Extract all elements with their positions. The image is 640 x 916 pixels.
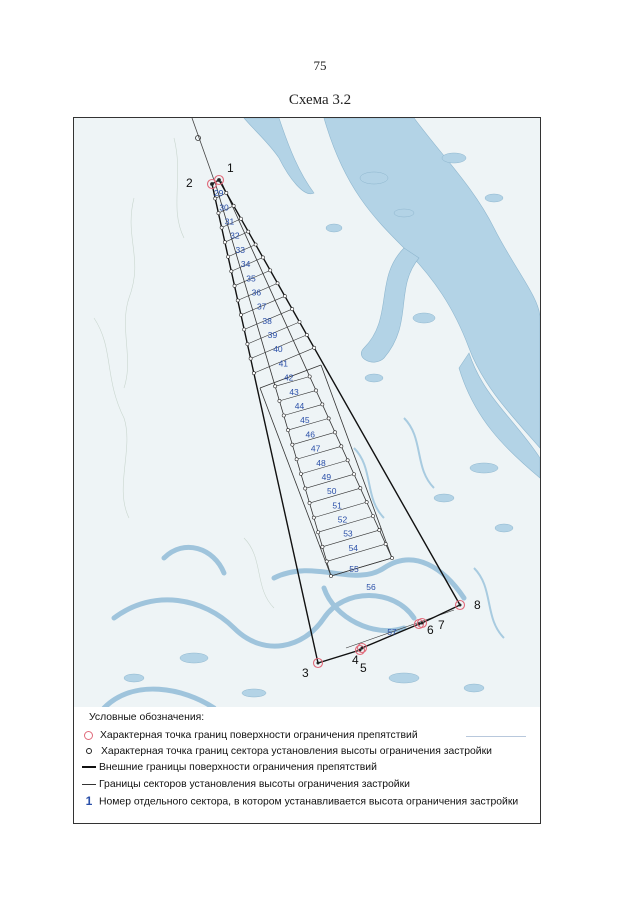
sector-number-label: 39	[267, 330, 278, 341]
boundary-point-label: 6	[427, 623, 434, 637]
legend-item-sector-number	[82, 794, 518, 809]
sector-point	[261, 256, 264, 259]
sector-point	[247, 230, 250, 233]
boundary-point-label: 3	[302, 666, 309, 680]
sector-number-label: 37	[257, 301, 267, 312]
sector-point	[308, 375, 311, 378]
sector-point	[313, 346, 316, 349]
sector-number-label: 54	[348, 542, 359, 553]
sector-point	[312, 516, 315, 519]
legend-item-text: Внешние границы поверхности ограничения препятствий	[99, 762, 377, 773]
legend-item-sector-boundary	[82, 777, 410, 792]
sector-number-label: 53	[343, 528, 353, 539]
sector-number-label: 46	[305, 429, 315, 440]
boundary-point-label: 8	[474, 598, 481, 612]
sector-point	[308, 501, 311, 504]
sector-point	[305, 333, 308, 336]
sector-point	[243, 328, 246, 331]
sector-point	[239, 313, 242, 316]
sector-point	[254, 243, 257, 246]
sector-point	[384, 542, 387, 545]
sector-number-label: 30	[219, 202, 229, 213]
black-circle-icon	[86, 748, 92, 754]
sector-point	[314, 389, 317, 392]
sector-point	[317, 531, 320, 534]
legend-item-text: Границы секторов установления высоты ограничения застройки	[99, 779, 410, 790]
legend-title: Условные обозначения:	[89, 712, 205, 723]
legend-item-outer-boundary	[82, 760, 377, 775]
boundary-point-label: 7	[438, 618, 445, 632]
map-frame	[73, 117, 541, 709]
boundary-point-label: 2	[186, 176, 193, 190]
sector-point	[239, 217, 242, 220]
sector-number-label: 45	[300, 415, 310, 426]
sector-number-label: 43	[289, 386, 299, 397]
sector-point	[346, 459, 349, 462]
sector-point	[226, 255, 229, 258]
boundary-point-center	[361, 647, 364, 650]
sector-point	[298, 320, 301, 323]
legend-item-red-point	[82, 728, 418, 743]
legend-item-text: Номер отдельного сектора, в котором устанавливается высота ограничения застройки	[99, 796, 519, 808]
sector-point	[299, 472, 302, 475]
boundary-point-center	[421, 622, 424, 625]
sector-point	[321, 545, 324, 548]
legend-item-black-point	[82, 744, 492, 759]
sector-point	[291, 443, 294, 446]
sector-number-label: 44	[294, 400, 305, 411]
sector-point	[233, 284, 236, 287]
sector-point	[325, 560, 328, 563]
sector-point	[274, 385, 277, 388]
sector-number-label: 50	[327, 486, 337, 497]
sector-point	[390, 556, 393, 559]
boundary-point-center	[317, 662, 320, 665]
sector-number-symbol: 1	[85, 794, 93, 808]
sector-number-label: 32	[230, 230, 240, 241]
sector-number-label: 41	[278, 358, 289, 369]
sector-point	[371, 515, 374, 518]
sector-number-label: 56	[366, 582, 376, 592]
sector-point	[378, 528, 381, 531]
sector-point	[220, 226, 223, 229]
sector-point	[249, 357, 252, 360]
sector-number-label: 51	[332, 500, 342, 511]
sector-point	[286, 428, 289, 431]
sector-number-label: 55	[349, 564, 359, 574]
boundary-point-center	[211, 183, 214, 186]
legend	[73, 707, 541, 824]
sector-point	[295, 458, 298, 461]
page-number: 75	[313, 58, 327, 73]
legend-item-text: Характерная точка границ поверхности ограничения препятствий	[100, 730, 418, 741]
sector-point	[304, 487, 307, 490]
sector-number-label: 33	[235, 244, 245, 255]
sector-number-label: 31	[224, 216, 235, 227]
legend-swatch	[466, 736, 526, 737]
sector-point	[340, 445, 343, 448]
sector-point	[232, 204, 235, 207]
sector-point	[223, 241, 226, 244]
sector-point	[365, 501, 368, 504]
sector-number-label: 57	[387, 627, 397, 637]
map-svg	[74, 118, 540, 708]
sector-point	[352, 473, 355, 476]
sector-point	[283, 295, 286, 298]
boundary-point-center	[218, 179, 221, 182]
sector-point	[269, 269, 272, 272]
sector-point	[225, 191, 228, 194]
sector-number-label: 35	[246, 273, 256, 284]
legend-item-text: Характерная точка границ сектора установления высоты ограничения застройки	[101, 746, 492, 757]
sector-number-label: 36	[251, 287, 262, 298]
scheme-title: Схема 3.2	[288, 92, 352, 108]
sector-number-label: 40	[273, 344, 283, 355]
sector-number-label: 47	[310, 443, 321, 454]
boundary-point-label: 4	[352, 653, 359, 667]
boundary-point-center	[459, 604, 462, 607]
sector-point	[327, 417, 330, 420]
sector-point	[230, 270, 233, 273]
sector-number-label: 49	[321, 471, 332, 482]
sector-point	[329, 574, 332, 577]
sector-point	[291, 307, 294, 310]
sector-number-label: 52	[337, 514, 348, 525]
sector-number-label: 38	[262, 315, 272, 326]
sector-number-label: 29	[213, 188, 224, 199]
thin-line-icon	[82, 784, 96, 785]
sector-point	[252, 372, 255, 375]
sector-point	[282, 414, 285, 417]
thick-line-icon	[82, 766, 96, 768]
boundary-point-label: 1	[227, 161, 234, 175]
sector-point	[333, 431, 336, 434]
sector-number-label: 42	[283, 372, 294, 383]
sector-point	[359, 487, 362, 490]
boundary-point-label: 5	[360, 661, 367, 675]
sector-number-label: 34	[240, 259, 251, 270]
sector-number-label: 48	[316, 457, 326, 468]
red-circle-icon	[84, 731, 93, 740]
sector-point	[246, 342, 249, 345]
sector-point	[236, 299, 239, 302]
sector-point	[321, 403, 324, 406]
sector-point	[276, 282, 279, 285]
sector-point	[278, 399, 281, 402]
